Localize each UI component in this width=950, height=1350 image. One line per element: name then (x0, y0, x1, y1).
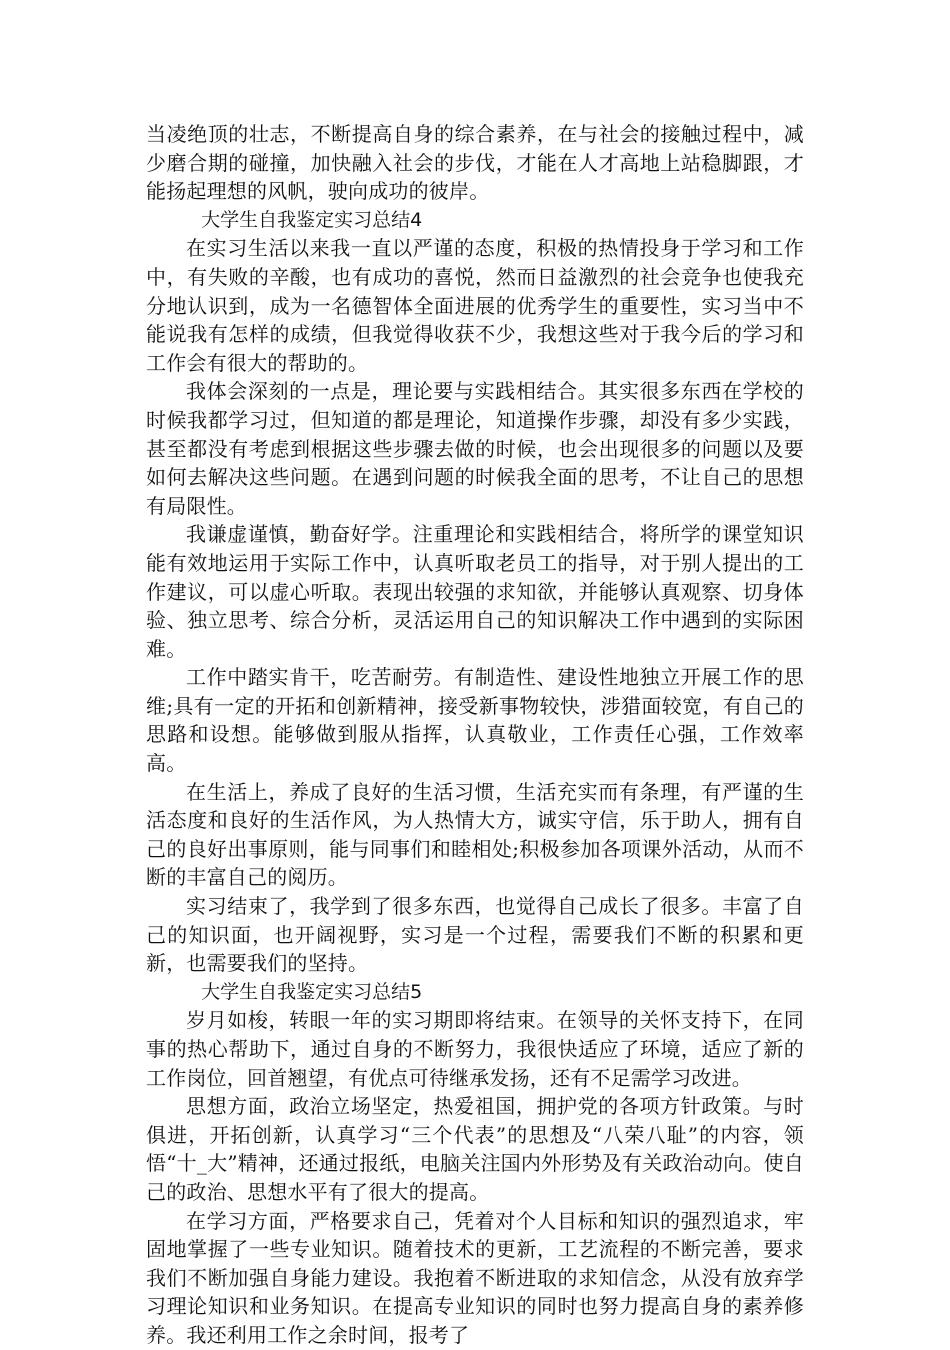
paragraph: 我体会深刻的一点是，理论要与实践相结合。其实很多东西在学校的时候我都学习过，但知道的都是理论，知道操作步骤，却没有多少实践，甚至都没有考虑到根据这些步骤去做的时候，也会出现很多的问题以及要如何去解决这些问题。在遇到问题的时候我全面的思考，不让自己的思想有局限性。 (146, 379, 804, 518)
paragraph: 在生活上，养成了良好的生活习惯，生活充实而有条理，有严谨的生活态度和良好的生活作风，为人热情大方，诚实守信，乐于助人，拥有自己的良好出事原则，能与同事们和睦相处;积极参加各项课外活动，从而不断的丰富自己的阅历。 (146, 779, 804, 890)
paragraph: 我谦虚谨慎，勤奋好学。注重理论和实践相结合，将所学的课堂知识能有效地运用于实际工作中，认真听取老员工的指导，对于别人提出的工作建议，可以虚心听取。表现出较强的求知欲，并能够认真观察、切身体验、独立思考、综合分析，灵活运用自己的知识解决工作中遇到的实际困难。 (146, 522, 804, 661)
paragraph-continuation: 当凌绝顶的壮志，不断提高自身的综合素养，在与社会的接触过程中，减少磨合期的碰撞，加快融入社会的步伐，才能在人才高地上站稳脚跟，才能扬起理想的风帆，驶向成功的彼岸。 (146, 122, 804, 204)
paragraph: 思想方面，政治立场坚定，热爱祖国，拥护党的各项方针政策。与时俱进，开拓创新，认真学习“三个代表”的思想及“八荣八耻”的内容，领悟“十_大”精神，还通过报纸，电脑关注国内外形势及有关政治动向。使自己的政治、思想水平有了很大的提高。 (146, 1094, 804, 1204)
paragraph: 岁月如梭，转眼一年的实习期即将结束。在领导的关怀支持下，在同事的热心帮助下，通过自身的不断努力，我很快适应了环境，适应了新的工作岗位，回首翘望，有优点可待继承发扬，还有不足需学习改进。 (146, 1008, 804, 1090)
paragraph: 工作中踏实肯干，吃苦耐劳。有制造性、建设性地独立开展工作的思维;具有一定的开拓和创新精神，接受新事物较快，涉猎面较宽，有自己的思路和设想。能够做到服从指挥，认真敬业，工作责任心强，工作效率高。 (146, 665, 804, 776)
section-heading-4: 大学生自我鉴定实习总结4 (201, 208, 423, 231)
paragraph: 在实习生活以来我一直以严谨的态度，积极的热情投身于学习和工作中，有失败的辛酸，也有成功的喜悦，然而日益激烈的社会竞争也使我充分地认识到，成为一名德智体全面进展的优秀学生的重要性，实习当中不能说我有怎样的成绩，但我觉得收获不少，我想这些对于我今后的学习和工作会有很大的帮助的。 (146, 236, 804, 375)
document-body (146, 120, 804, 1350)
section-heading-5: 大学生自我鉴定实习总结5 (201, 980, 423, 1003)
paragraph: 实习结束了，我学到了很多东西，也觉得自己成长了很多。丰富了自己的知识面，也开阔视野，实习是一个过程，需要我们不断的积累和更新，也需要我们的坚持。 (146, 894, 804, 976)
paragraph: 在学习方面，严格要求自己，凭着对个人目标和知识的强烈追求，牢固地掌握了一些专业知识。随着技术的更新，工艺流程的不断完善，要求我们不断加强自身能力建设。我抱着不断进取的求知信念，从没有放弃学习理论知识和业务知识。在提高专业知识的同时也努力提高自身的素养修养。我还利用工作之余时间，报考了 (146, 1208, 804, 1347)
